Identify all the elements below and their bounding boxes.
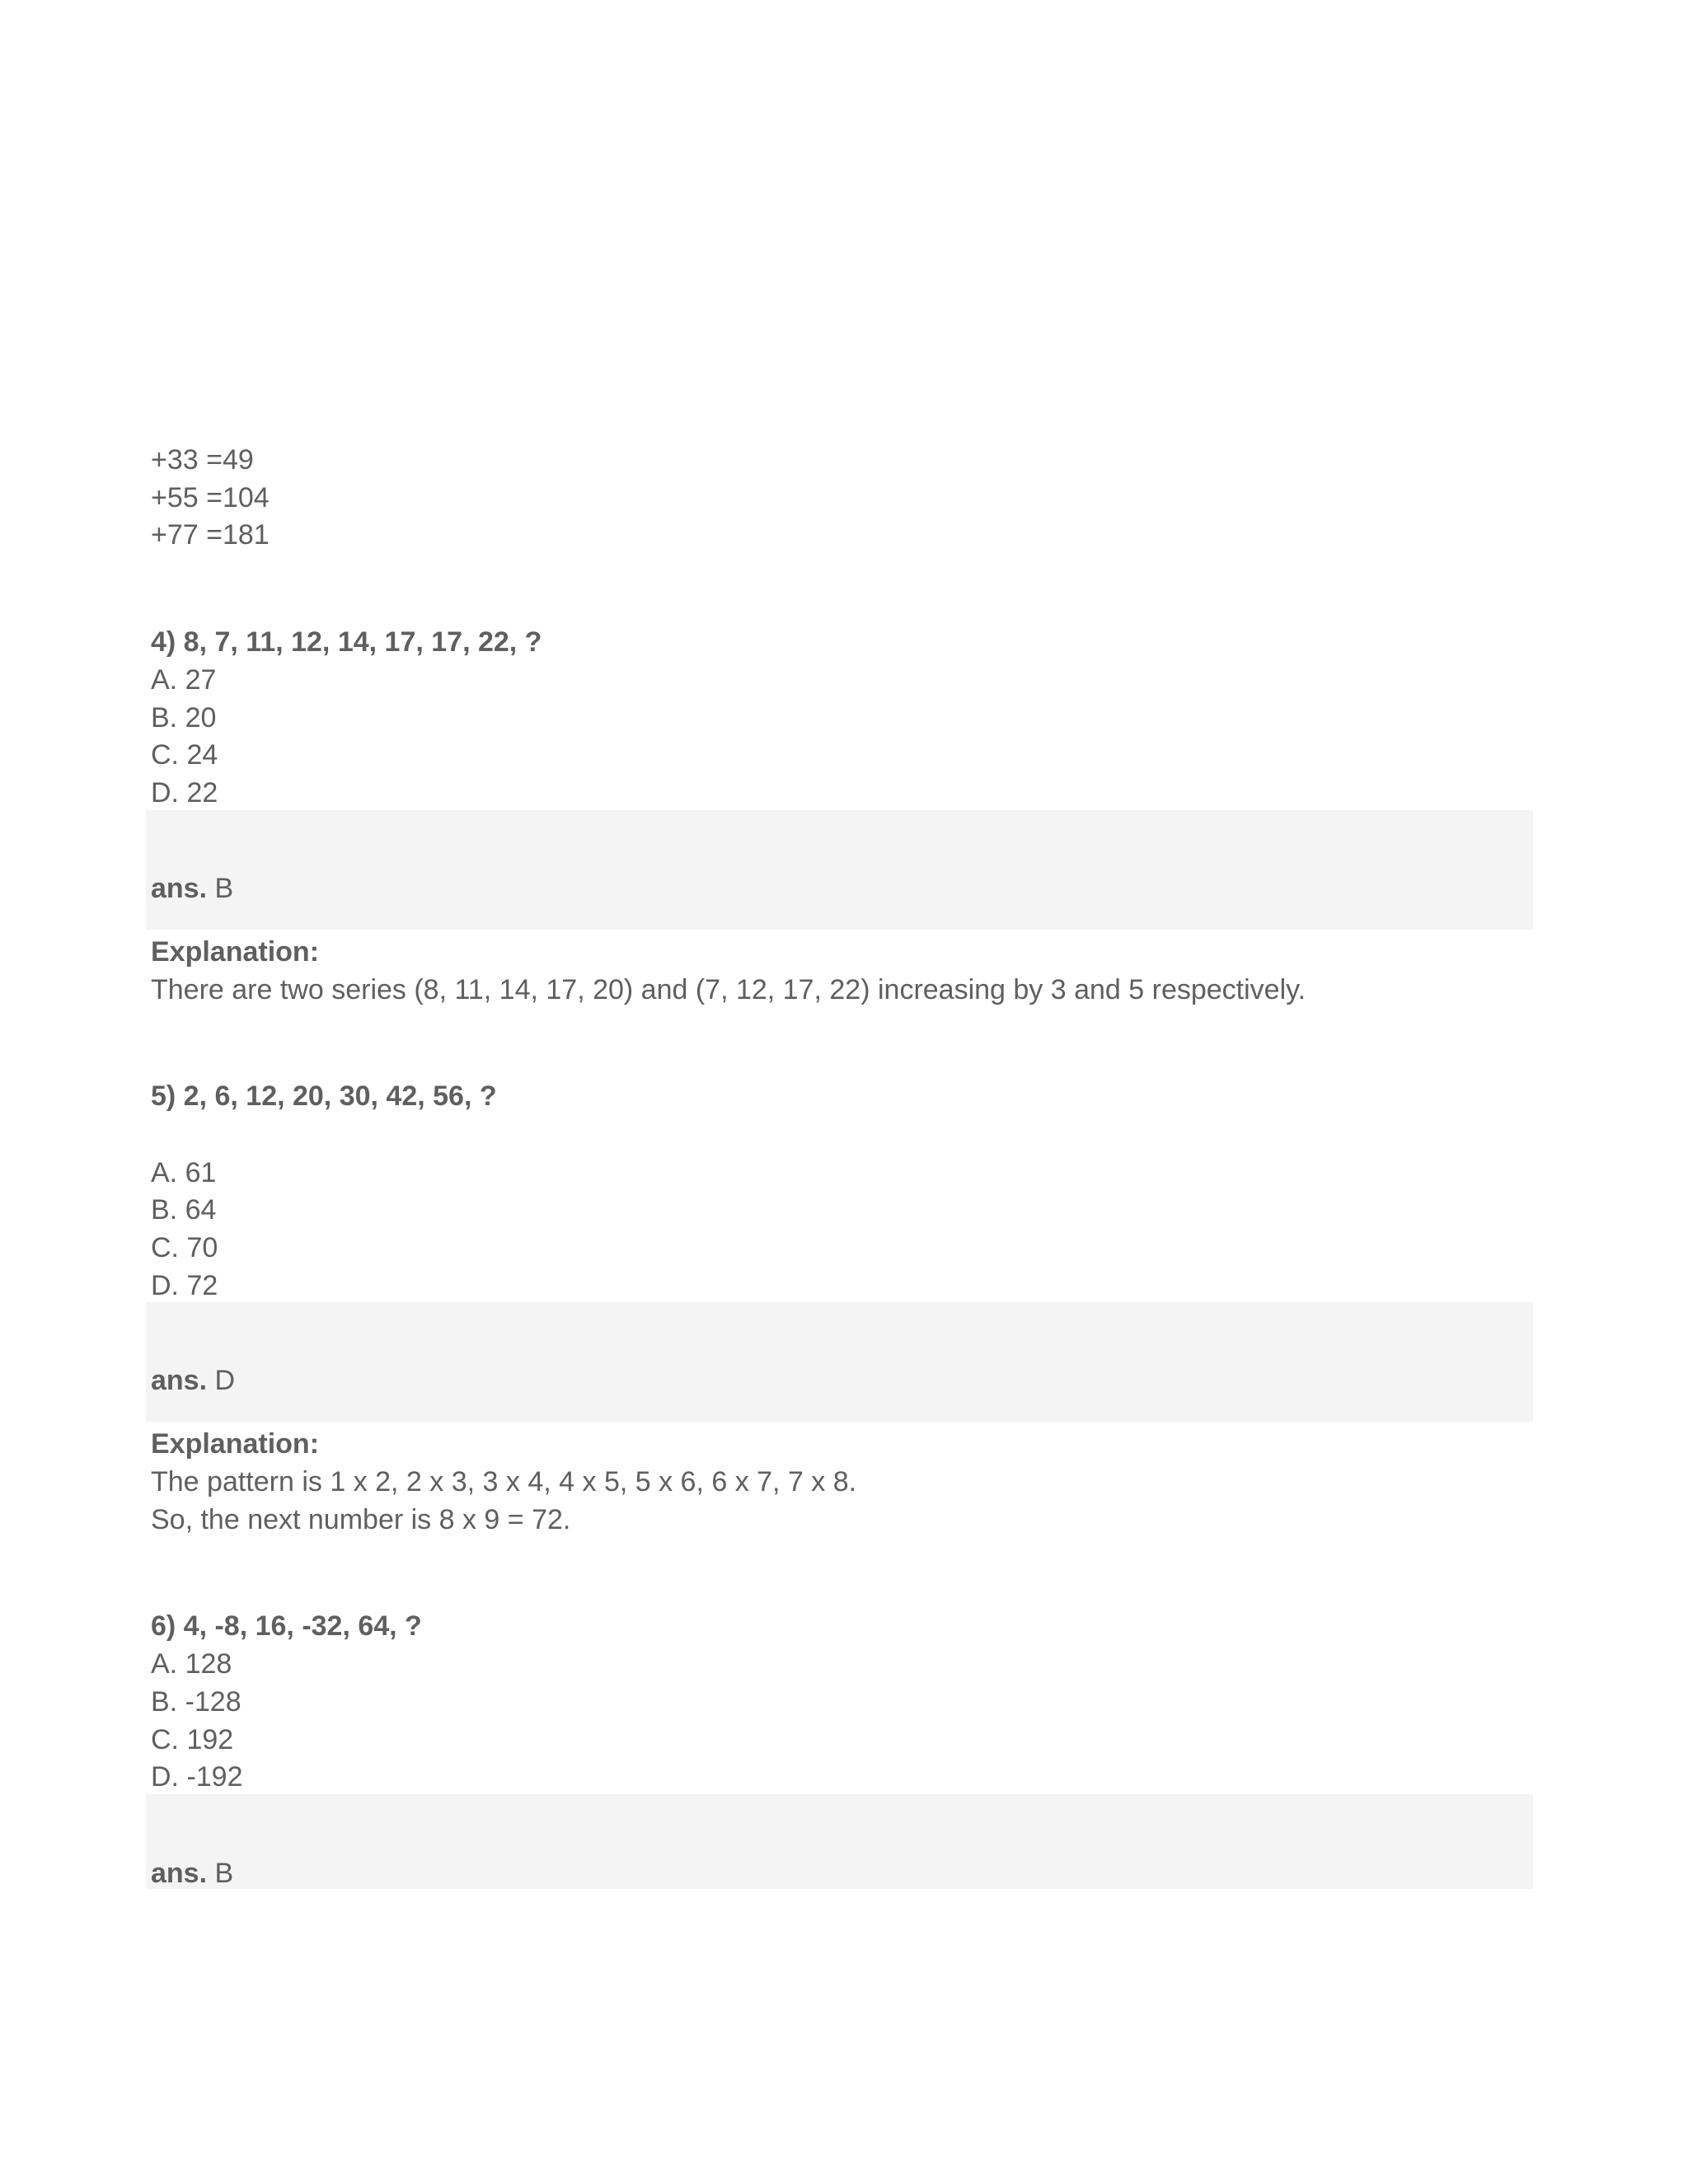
question-5-explanation-line-2: So, the next number is 8 x 9 = 72. <box>151 1504 571 1535</box>
question-5-option-c: C. 70 <box>151 1232 218 1263</box>
answer-label: ans. <box>151 1365 208 1396</box>
answer-label: ans. <box>151 1858 208 1889</box>
question-6-option-b: B. -128 <box>151 1686 241 1718</box>
question-5-option-a: A. 61 <box>151 1157 217 1188</box>
question-4-option-b: B. 20 <box>151 702 217 733</box>
question-5-title: 5) 2, 6, 12, 20, 30, 42, 56, ? <box>151 1080 497 1112</box>
question-5-option-b: B. 64 <box>151 1194 217 1226</box>
intro-line-3: +77 =181 <box>151 519 270 551</box>
answer-value: B <box>207 1858 234 1889</box>
question-6-title: 6) 4, -8, 16, -32, 64, ? <box>151 1610 422 1642</box>
question-4-answer <box>151 872 233 905</box>
question-4-explanation-label: Explanation: <box>151 936 320 968</box>
intro-line-1: +33 =49 <box>151 444 254 476</box>
answer-value: D <box>207 1365 236 1396</box>
question-4-option-c: C. 24 <box>151 739 218 771</box>
question-5-explanation-label: Explanation: <box>151 1428 320 1460</box>
question-5-option-d: D. 72 <box>151 1270 218 1301</box>
question-6-answer <box>151 1857 233 1890</box>
question-4-option-d: D. 22 <box>151 777 218 808</box>
question-5-answer <box>151 1364 235 1397</box>
question-4-explanation-text: There are two series (8, 11, 14, 17, 20) and (7, 12, 17, 22) increasing by 3 and 5 respectively. <box>151 974 1306 1005</box>
question-4-title: 4) 8, 7, 11, 12, 14, 17, 17, 22, ? <box>151 626 542 658</box>
intro-line-2: +55 =104 <box>151 482 270 513</box>
answer-label: ans. <box>151 873 208 904</box>
question-5-answer-box <box>146 1302 1533 1422</box>
question-4-answer-box <box>146 810 1533 930</box>
question-6-option-c: C. 192 <box>151 1724 234 1755</box>
question-5-explanation-line-1: The pattern is 1 x 2, 2 x 3, 3 x 4, 4 x 5, 5 x 6, 6 x 7, 7 x 8. <box>151 1466 857 1497</box>
question-6-option-d: D. -192 <box>151 1761 243 1793</box>
question-6-answer-box <box>146 1794 1533 1889</box>
question-4-option-a: A. 27 <box>151 664 217 696</box>
answer-value: B <box>207 873 234 904</box>
question-6-option-a: A. 128 <box>151 1648 232 1680</box>
